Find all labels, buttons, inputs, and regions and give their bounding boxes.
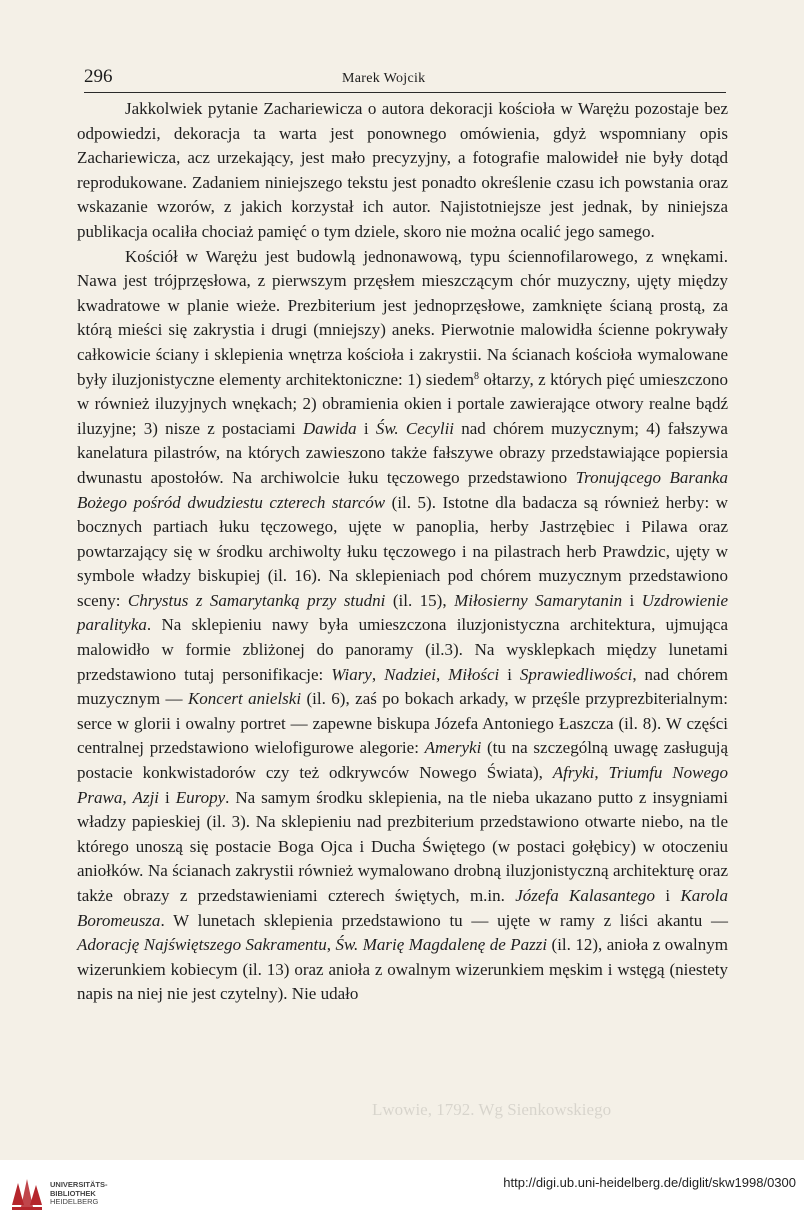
- permalink-url[interactable]: http://digi.ub.uni-heidelberg.de/diglit/skw1998/0300: [503, 1175, 796, 1190]
- text-run: (il. 15),: [385, 590, 455, 610]
- text-run: i: [356, 418, 376, 438]
- text-run: ,: [436, 664, 449, 684]
- italic-title: Uzdrowienie paralityka: [77, 590, 728, 635]
- text-run: ,: [371, 664, 385, 684]
- text-run: (il. 12), anioła z owalnym wizerunkiem kobiecym (il. 13) oraz anioła z owalnym wizerunkiem męskim i wstęgą (niestety napis na niej nie jest czytelny). Nie udało: [77, 935, 729, 1004]
- text-run: i: [622, 590, 642, 610]
- university-library-logo[interactable]: [8, 1169, 128, 1213]
- text-run: i: [159, 787, 176, 807]
- italic-title: Afryki: [552, 763, 595, 783]
- logo-wordmark: [50, 1181, 108, 1207]
- text-run: nad chórem muzycznym; 4) fałszywa kanelatura pilastrów, na których zawieszono także fałszywe obrazy przedstawiające popiersia dwunastu apostołów. Na archiwolcie łuku tęczowego przedstawiono: [77, 418, 728, 487]
- italic-title: Koncert anielski: [187, 689, 302, 709]
- text-run: , nad chórem muzycznym —: [77, 664, 729, 709]
- text-run: i: [499, 664, 520, 684]
- italic-title: Chrystus z Samarytanką przy studni: [127, 590, 386, 610]
- italic-title: Azji: [132, 787, 160, 807]
- italic-title: Nadziei: [384, 664, 437, 684]
- heidelberg-seal-icon: [8, 1175, 46, 1213]
- italic-title: Europy: [175, 787, 226, 807]
- italic-title: Św. Cecylii: [375, 418, 455, 438]
- italic-title: Adorację Najświętszego Sakramentu: [77, 935, 327, 955]
- footnote-reference: 8: [473, 370, 479, 382]
- text-run: (il. 6), zaś po bokach arkady, w przęśle przyprezbiterialnym: serce w glorii i owalny portret — zapewne biskupa Józefa Antoniego Łaszcza (il. 8). W części centralnej przedstawiono wielofigurowe alegorie:: [77, 689, 728, 758]
- body-text: [77, 97, 728, 1007]
- logo-line: HEIDELBERG: [50, 1197, 99, 1206]
- italic-title: Miłosierny Samarytanin: [454, 590, 623, 610]
- text-run: ,: [326, 935, 336, 955]
- text-run: Kościół w Warężu jest budowlą jednonawową, typu ściennofilarowego, z wnękami. Nawa jest trójprzęsłowa, z pierwszym przęsłem mieszczącym chór muzyczny, ujęty między kwadratowe w planie wieże. Prezbiterium jest jednoprzęsłowe, zamknięte ścianą prostą, za którą mieści się zakrystia i drugi (mniejszy) aneks. Pierwotnie malowidła ścienne pokrywały całkowicie ściany i sklepienia wnętrza kościoła i zakrystii. Na ścianach kościoła wymalowane były iluzjonistyczne elementy architektoniczne: 1) siedem: [77, 246, 728, 389]
- text-run: i: [655, 886, 681, 905]
- text-run: . W lunetach sklepienia przedstawiono tu — ujęte w ramy z liści akantu —: [160, 910, 728, 930]
- italic-title: Miłości: [448, 664, 500, 684]
- paragraph-1: Jakkolwiek pytanie Zachariewicza o autora dekoracji kościoła w Warężu pozostaje bez odpowiedzi, dekoracja ta warta jest ponownego omówienia, gdyż wspomniany opis Zachariewicza, acz urzekający, jest mało precyzyjny, a fotografie malowideł nie były dotąd reprodukowane. Zadaniem niniejszego tekstu jest ponadto określenie czasu ich powstania oraz wskazanie wzorów, z jakich korzystał ich autor. Najistotniejsze jest jednak, by niniejsza publikacja ocaliła chociaż pamięć o tym dziele, skoro nie można ocalić jego samego.: [77, 99, 728, 241]
- text-run: ołtarzy, z których pięć umieszczono w również iluzyjnych wnękach; 2) obramienia okien i portale zawierające otwory realne bądź iluzyjne; 3) nisze z postaciami: [77, 369, 728, 438]
- logo-line: UNIVERSITÄTS-: [50, 1180, 108, 1189]
- paragraph-2: [77, 245, 728, 1007]
- italic-title: Ameryki: [424, 738, 482, 758]
- bleed-through-text: Lwowie, 1792. Wg Sienkowskiego: [372, 1100, 612, 1119]
- italic-title: Triumfu Nowego Prawa: [77, 763, 728, 807]
- footer-bar: [0, 1160, 804, 1222]
- italic-title: Józefa Kalasantego: [515, 886, 655, 905]
- text-run: (tu na szczególną uwagę zasługują postacie konkwistadorów czy też odkrywców Nowego Świata),: [77, 738, 728, 783]
- running-head-author: Marek Wojcik: [342, 71, 426, 86]
- page-number: 296: [84, 66, 113, 87]
- italic-title: Karola Boromeusza: [77, 886, 728, 930]
- text-run: . Na samym środku sklepienia, na tle nieba ukazano putto z insygniami władzy papieskiej (il. 3). Na sklepieniu nad prezbiterium przedstawiono otwarte niebo, na tle którego unoszą się postacie Boga Ojca i Ducha Świętego (w postaci gołębicy) w otoczeniu aniołków. Na ścianach zakrystii również wymalowano drobną iluzjonistyczną architekturę oraz także obrazy z przedstawieniami czterech świętych, m.in.: [77, 787, 728, 905]
- italic-title: Św. Marię Magdalenę de Pazzi: [335, 935, 548, 955]
- text-run: (il. 5). Istotne dla badacza są również herby: w bocznych partiach łuku tęczowego, ujęte w panoplia, herby Jastrzębiec i Pilawa oraz powtarzający się w środku archiwolty łuku tęczowego i na pilastrach herb Prawdzic, ujęty w symbole władzy biskupiej (il. 16). Na sklepieniach pod chórem muzycznym przedstawiono sceny:: [77, 492, 728, 610]
- text-run: ,: [594, 763, 609, 783]
- italic-title: Dawida: [302, 418, 357, 438]
- text-run: . Na sklepieniu nawy była umieszczona iluzjonistyczna architektura, ujmująca malowidło w formie zbliżonej do panoramy (il.3). Na wysklepkach między lunetami przedstawiono tutaj personifikacje:: [77, 615, 728, 684]
- italic-title: Wiary: [331, 664, 372, 684]
- italic-title: Tronującego Baranka Bożego pośród dwudziestu czterech starców: [77, 467, 728, 512]
- page-header: [84, 64, 726, 93]
- text-run: ,: [122, 787, 133, 807]
- logo-line: BIBLIOTHEK: [50, 1188, 96, 1198]
- italic-title: Sprawiedliwości: [519, 664, 633, 684]
